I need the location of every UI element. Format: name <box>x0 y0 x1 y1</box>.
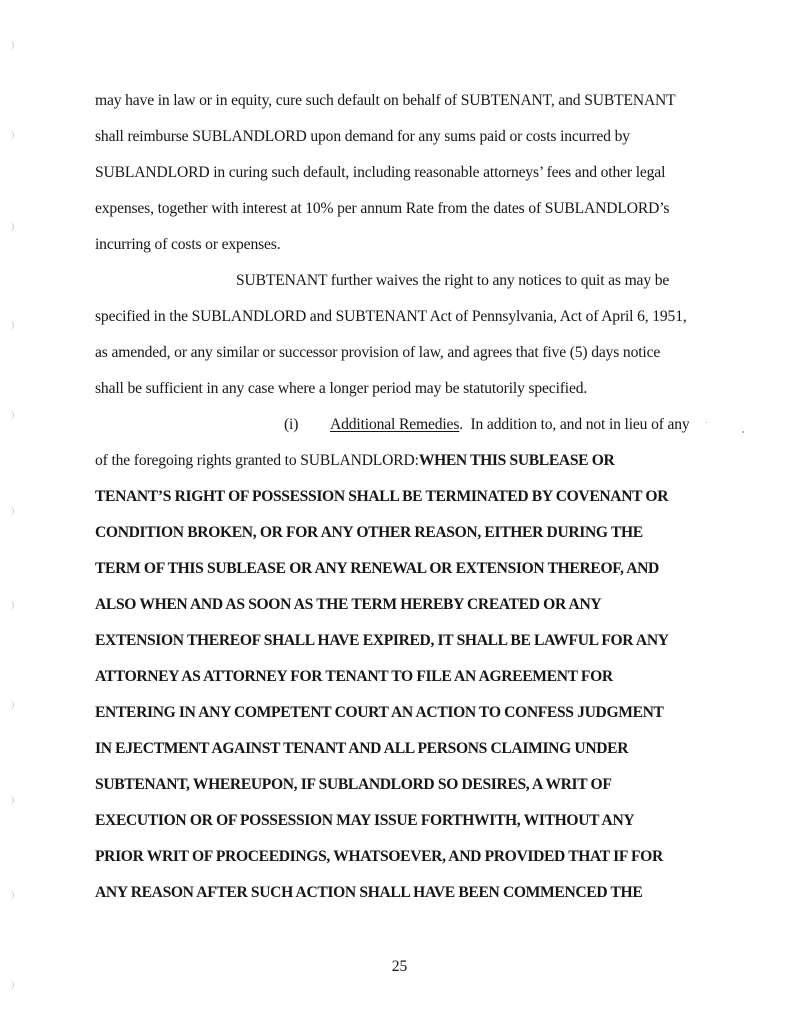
bold-text-line: IN EJECTMENT AGAINST TENANT AND ALL PERSONS CLAIMING UNDER <box>95 740 629 757</box>
body-text-line: shall be sufficient in any case where a longer period may be statutorily specified. <box>95 380 588 397</box>
body-text-line: SUBTENANT further waives the right to any notices to quit as may be <box>236 272 670 289</box>
section-intro: In addition to, and not in lieu of any <box>463 416 690 433</box>
body-text-line: as amended, or any similar or successor provision of law, and agrees that five (5) days notice <box>95 344 661 361</box>
body-text-line: expenses, together with interest at 10% per annum Rate from the dates of SUBLANDLORD’s <box>95 200 670 217</box>
binder-hole-mark <box>9 600 14 610</box>
scan-speck <box>742 431 744 433</box>
bold-text-line: EXECUTION OR OF POSSESSION MAY ISSUE FORTHWITH, WITHOUT ANY <box>95 812 635 829</box>
body-text-line: incurring of costs or expenses. <box>95 236 281 253</box>
binder-hole-mark <box>9 506 14 516</box>
binder-hole-mark <box>9 980 14 990</box>
body-text-line: may have in law or in equity, cure such default on behalf of SUBTENANT, and SUBTENANT <box>95 92 676 109</box>
section-heading-text <box>330 415 690 435</box>
bold-text-line: EXTENSION THEREOF SHALL HAVE EXPIRED, IT SHALL BE LAWFUL FOR ANY <box>95 632 669 649</box>
binder-hole-mark <box>9 222 14 232</box>
bold-text-line: ATTORNEY AS ATTORNEY FOR TENANT TO FILE AN AGREEMENT FOR <box>95 668 613 685</box>
section-heading: Additional Remedies <box>330 416 460 433</box>
bold-text-line: SUBTENANT, WHEREUPON, IF SUBLANDLORD SO DESIRES, A WRIT OF <box>95 776 612 793</box>
body-text-line: SUBLANDLORD in curing such default, including reasonable attorneys’ fees and other legal <box>95 164 666 181</box>
bold-text-line: PRIOR WRIT OF PROCEEDINGS, WHATSOEVER, AND PROVIDED THAT IF FOR <box>95 848 663 865</box>
bold-text-line: TENANT’S RIGHT OF POSSESSION SHALL BE TERMINATED BY COVENANT OR <box>95 488 669 505</box>
page-number: 25 <box>391 958 408 975</box>
scan-speck <box>706 422 707 423</box>
bold-text-line: ALSO WHEN AND AS SOON AS THE TERM HEREBY CREATED OR ANY <box>95 596 602 613</box>
binder-hole-mark <box>9 320 14 330</box>
bold-text-line: ANY REASON AFTER SUCH ACTION SHALL HAVE BEEN COMMENCED THE <box>95 884 643 901</box>
binder-hole-mark <box>9 890 14 900</box>
body-text-line: shall reimburse SUBLANDLORD upon demand for any sums paid or costs incurred by <box>95 128 630 145</box>
bold-text-line: TERM OF THIS SUBLEASE OR ANY RENEWAL OR EXTENSION THEREOF, AND <box>95 560 659 577</box>
bold-text: WHEN THIS SUBLEASE OR <box>418 452 615 469</box>
binder-hole-mark <box>9 700 14 710</box>
binder-hole-mark <box>9 40 14 50</box>
bold-text-line: ENTERING IN ANY COMPETENT COURT AN ACTION TO CONFESS JUDGMENT <box>95 704 664 721</box>
binder-hole-mark <box>9 410 14 420</box>
binder-hole-mark <box>9 130 14 140</box>
body-text-line <box>95 451 614 471</box>
section-number: (i) <box>284 416 299 433</box>
section-heading-punct: . <box>459 416 463 433</box>
bold-text-line: CONDITION BROKEN, OR FOR ANY OTHER REASON, EITHER DURING THE <box>95 524 643 541</box>
plain-text: of the foregoing rights granted to SUBLANDLORD: <box>95 452 419 469</box>
body-text-line: specified in the SUBLANDLORD and SUBTENANT Act of Pennsylvania, Act of April 6, 1951, <box>95 308 687 325</box>
binder-hole-mark <box>9 795 14 805</box>
